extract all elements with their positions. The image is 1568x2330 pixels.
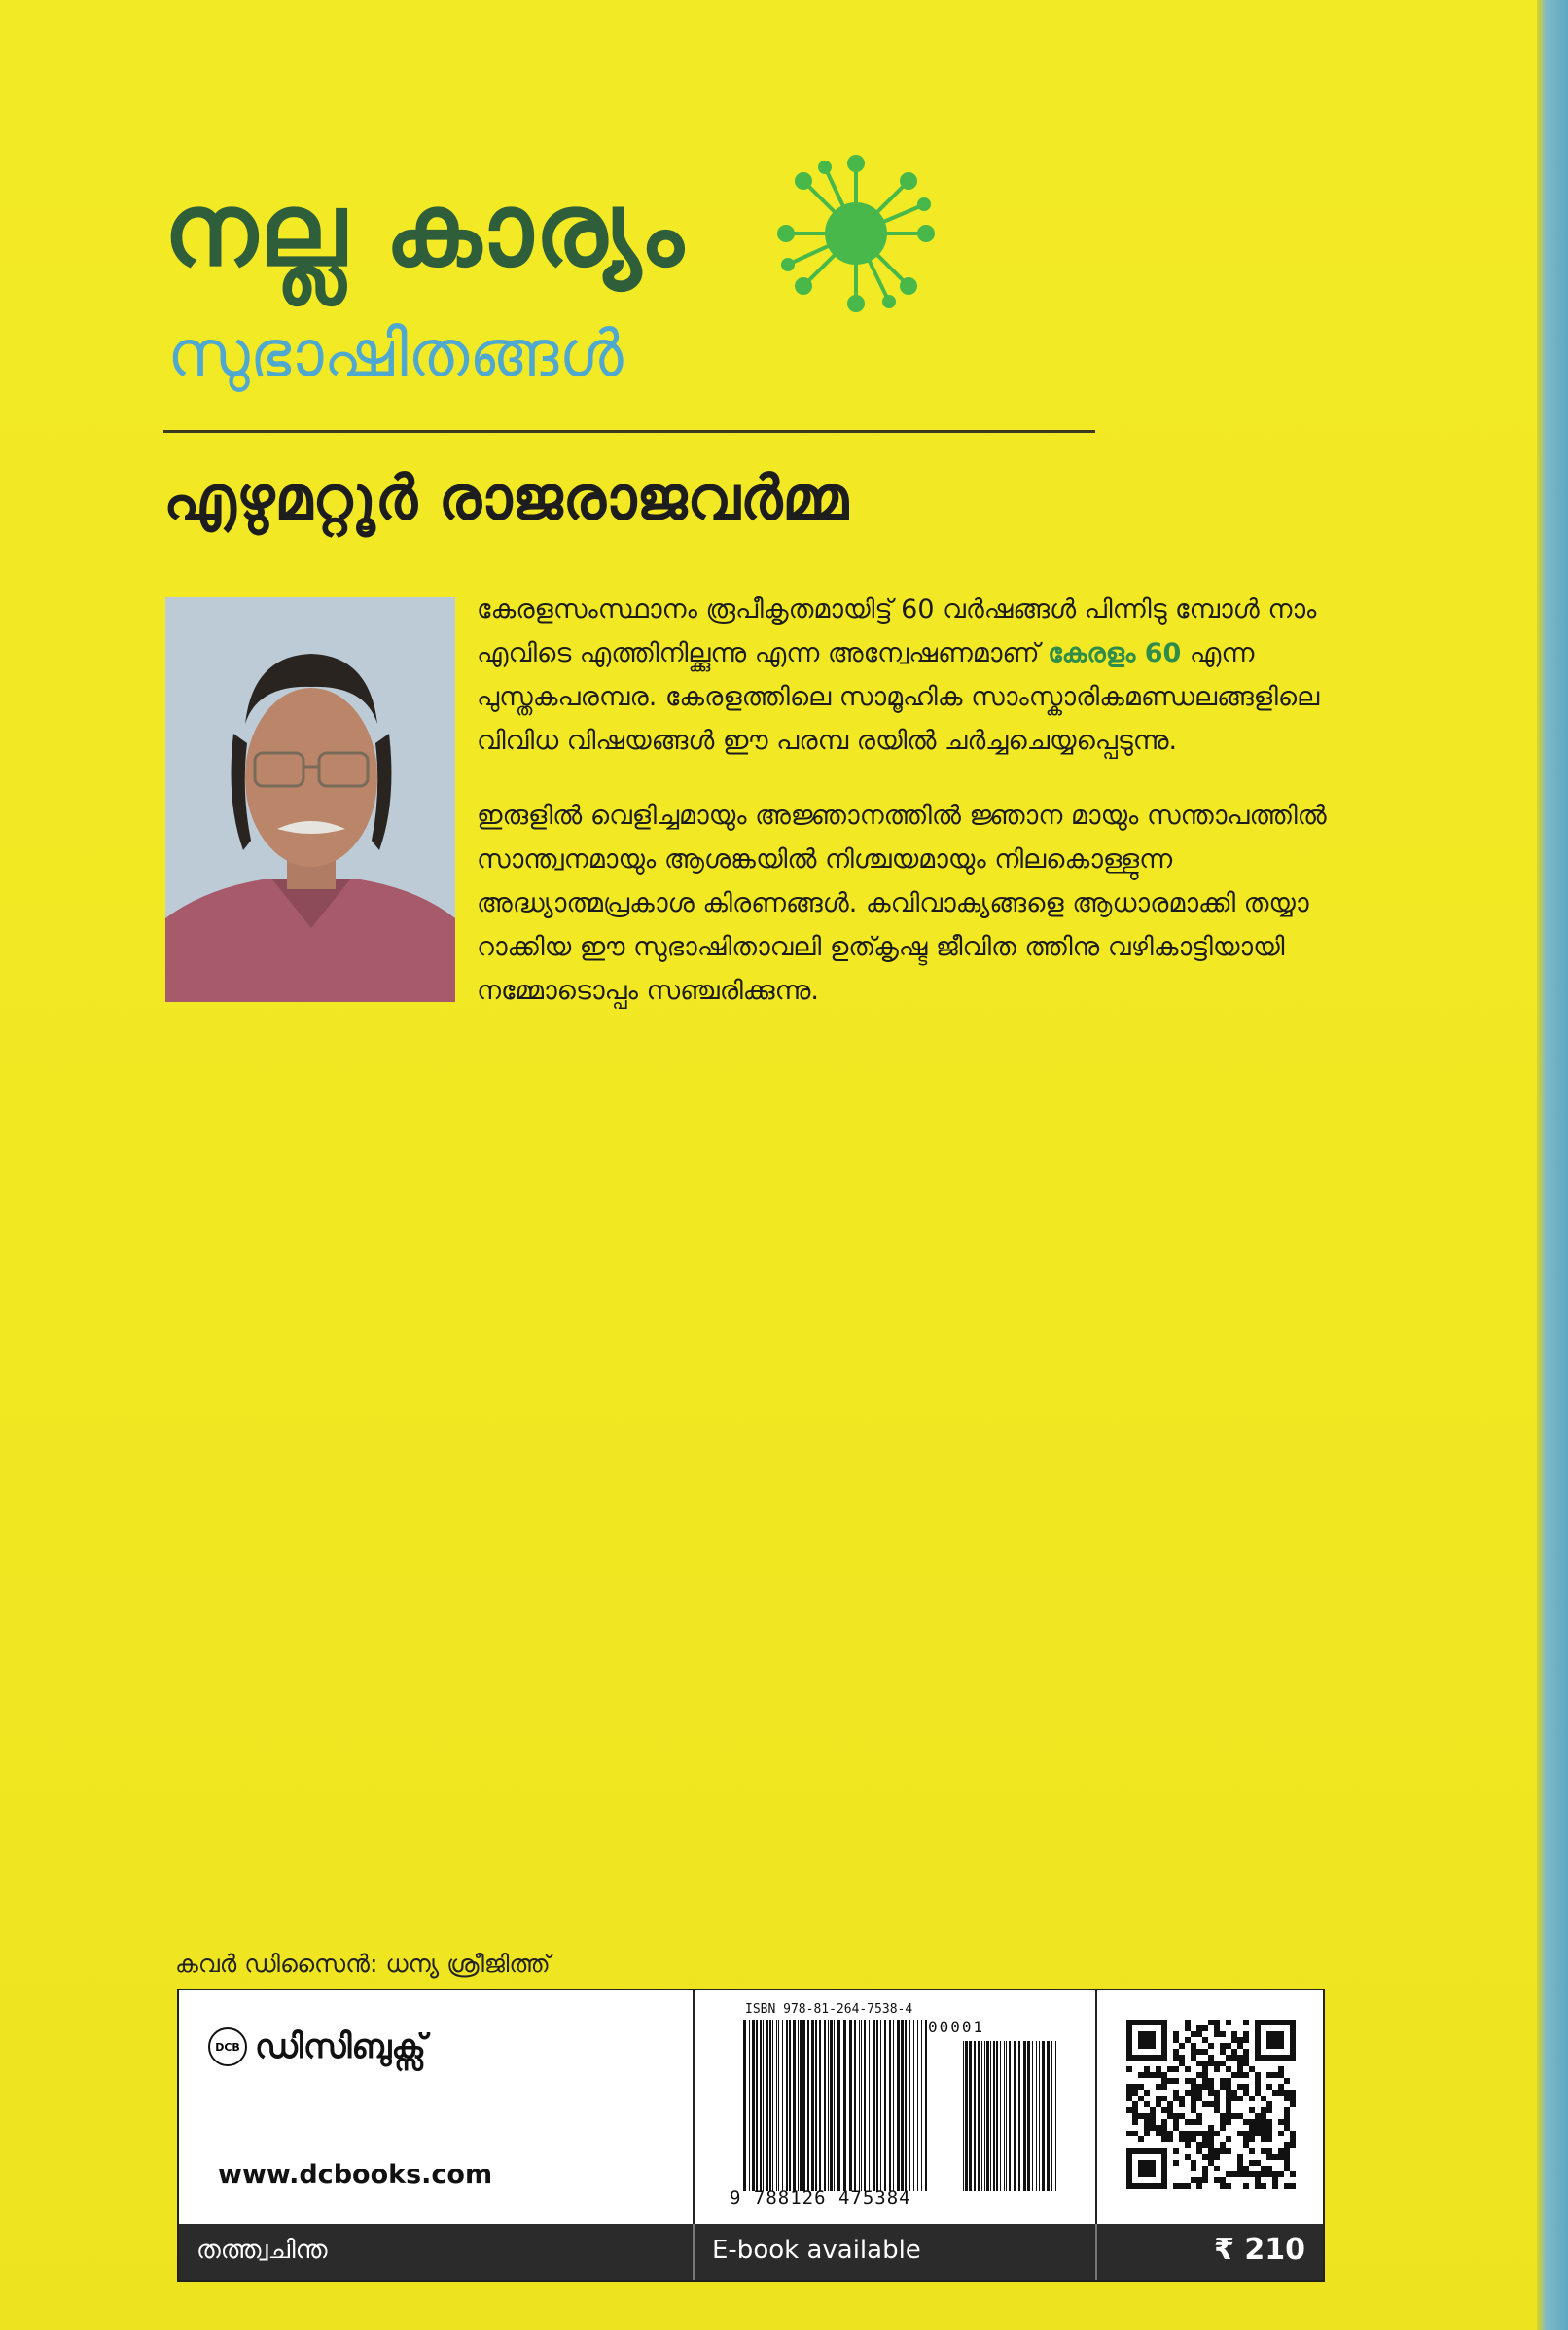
green-molecule-icon [768,146,944,321]
blurb-text: കേരളസംസ്ഥാനം രൂപീകൃതമായിട്ട് 60 വർഷങ്ങൾ പിന്നിടു മ്പോൾ നാം എവിടെ എത്തിനില്ക്കുന്നു എന്ന അന്വേഷണമാണ് [477,594,1317,668]
barcode-cell [695,1990,1097,2224]
barcode [743,2020,928,2191]
publisher-logo [208,2027,426,2066]
publisher-info-box [177,1989,1325,2282]
blurb-text: എന്ന പുസ്തകപരമ്പര. കേരളത്തിലെ സാമൂഹിക സാംസ്കാരികമണ്ഡലങ്ങളിലെ വിവിധ വിഷയങ്ങൾ ഈ പരമ്പ രയിൽ ചർച്ചചെയ്യപ്പെടുന്നു. [477,638,1320,756]
barcode-addon-number: 00001 [928,2018,985,2036]
title-divider [163,430,1095,433]
book-subtitle: സുഭാഷിതങ്ങൾ [167,316,624,391]
author-portrait [165,597,455,1002]
publisher-url[interactable]: www.dcbooks.com [218,2160,493,2190]
qr-cell [1097,1990,1323,2224]
ebook-label: E-book available [712,2236,921,2265]
series-highlight: കേരളം 60 [1048,638,1182,668]
isbn-label: ISBN 978-81-264-7538-4 [745,2002,913,2017]
dcb-logo-icon: DCB [208,2027,247,2066]
book-title: നല്ല കാര്യം [163,170,686,289]
footer-divider [1095,2224,1097,2280]
publisher-cell [179,1990,695,2224]
cover-design-credit: കവർ ഡിസൈൻ: ധന്യ ശ്രീജിത്ത് [175,1950,551,1978]
footer-divider [693,2224,695,2280]
author-name: എഴുമറ്റൂർ രാജരാജവർമ്മ [163,462,849,533]
barcode-addon [963,2041,1060,2191]
barcode-number: 9 788126 475384 [730,2187,911,2208]
book-edge [1537,0,1568,2330]
info-footer-bar [179,2224,1323,2280]
qr-code-icon[interactable] [1126,2020,1296,2189]
blurb [477,588,1333,1044]
blurb-paragraph-2: ഇരുളിൽ വെളിച്ചമായും അജ്ഞാനത്തിൽ ജ്ഞാന മായും സന്താപത്തിൽ സാന്ത്വനമായും ആശങ്കയിൽ നിശ്ചയമായും നിലകൊള്ളുന്ന അദ്ധ്യാത്മപ്രകാശ കിരണങ്ങൾ. കവിവാക്യങ്ങളെ ആധാരമാക്കി തയ്യാ റാക്കിയ ഈ സുഭാഷിതാവലി ഉത്കൃഷ്ട ജീവിത ത്തിനു വഴികാട്ടിയായി നമ്മോടൊപ്പം സഞ്ചരിക്കുന്നു. [477,801,1327,1006]
category-label: തത്ത്വചിന്ത [196,2236,328,2265]
publisher-name: ഡിസിബുക്സ് [255,2027,426,2066]
blurb-paragraph-1 [477,588,1333,763]
price-label: ₹ 210 [1214,2233,1305,2267]
